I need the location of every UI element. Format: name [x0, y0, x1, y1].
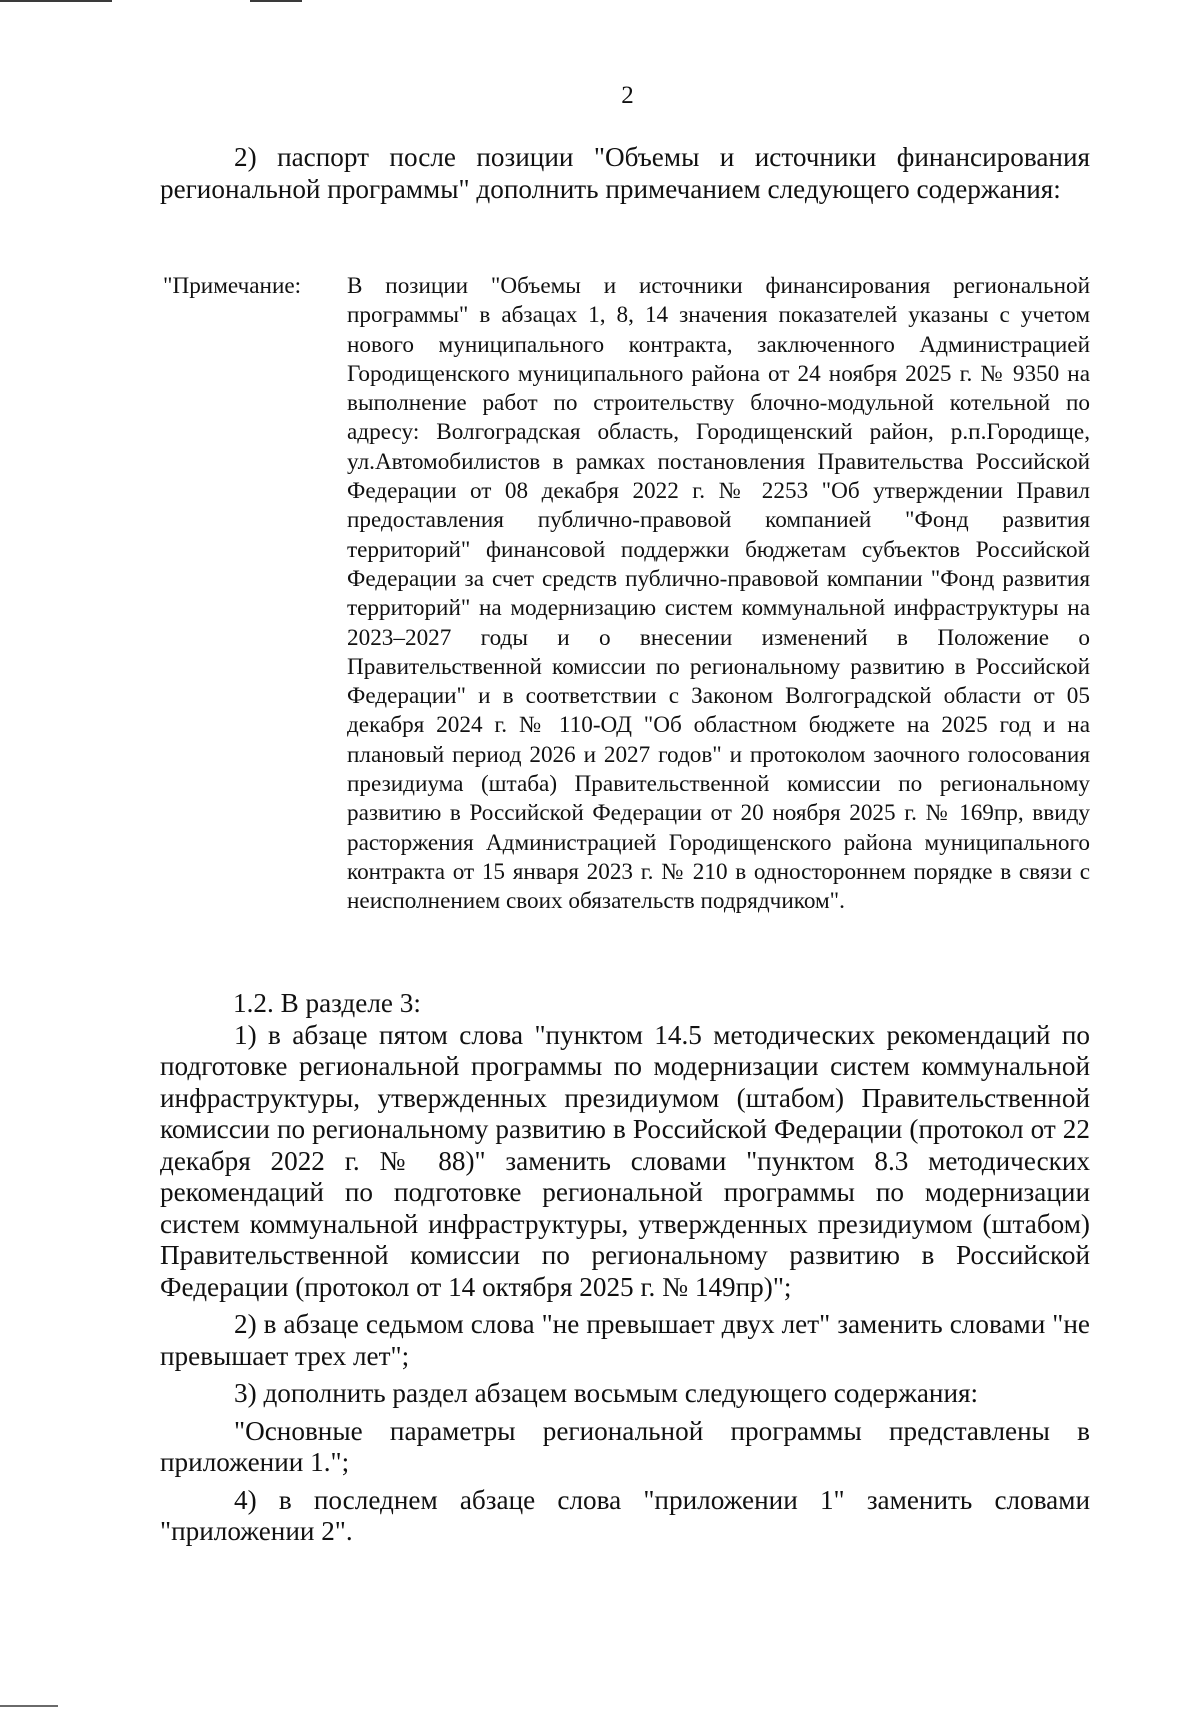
scan-edge-mark-left: [0, 0, 112, 2]
section-3-item-2: 2) в абзаце седьмом слова "не превышает двух лет" заменить словами "не превышает трех лет";: [160, 1309, 1090, 1371]
scan-edge-mark-bottom: [0, 1705, 58, 1707]
section-3-item-3: 3) дополнить раздел абзацем восьмым следующего содержания:: [234, 1378, 979, 1408]
note-text: В позиции "Объемы и источники финансирования региональной программы" в абзацах 1, 8, 14 значения показателей указаны с учетом нового муниципального контракта, заключенного Администрацией Городищенского муниципального района от 24 ноября 2025 г. № 9350 на выполнение работ по строительству блочно-модульной котельной по адресу: Волгоградская область, Городищенский район, р.п.Городище, ул.Автомобилистов в рамках постановления Правительства Российской Федерации от 08 декабря 2022 г. № 2253 "Об утверждении Правил предоставления публично-правовой компанией "Фонд развития территорий" финансовой поддержки бюджетам субъектов Российской Федерации за счет средств публично-правовой компании "Фонд развития территорий" на модернизацию систем коммунальной инфраструктуры на 2023–2027 годы и о внесении изменений в Положение о Правительственной комиссии по региональному развитию в Российской Федерации" и в соответствии с Законом Волгоградской области от 05 декабря 2024 г. № 110-ОД "Об областном бюджете на 2025 год и на плановый период 2026 и 2027 годов" и протоколом заочного голосования президиума (штаба) Правительственной комиссии по региональному развитию в Российской Федерации от 20 ноября 2025 г. № 169пр, ввиду расторжения Администрацией Городищенского района муниципального контракта от 15 января 2023 г. № 210 в одностороннем порядке в связи с неисполнением своих обязательств подрядчиком".: [347, 273, 1090, 915]
note-label: "Примечание:: [163, 273, 302, 299]
section-3-item-5: 4) в последнем абзаце слова "приложении 1" заменить словами "приложении 2".: [160, 1484, 1090, 1546]
section-3-item-1: 1) в абзаце пятом слова "пунктом 14.5 методических рекомендаций по подготовке региональной программы по модернизации систем коммунальной инфраструктуры, утвержденных президиумом (штабом) Правительственной комиссии по региональному развитию в Российской Федерации (протокол от 22 декабря 2022 г. № 88)" заменить словами "пунктом 8.3 методических рекомендаций по подготовке региональной программы по модернизации систем коммунальной инфраструктуры, утвержденных президиумом (штабом) Правительственной комиссии по региональному развитию в Российской Федерации (протокол от 14 октября 2025 г. № 149пр)";: [160, 1019, 1090, 1302]
paragraph-passport: [160, 142, 1090, 205]
section-3-title: 1.2. В разделе 3:: [233, 988, 421, 1018]
page-number: 2: [621, 82, 634, 109]
section-3-item-4: "Основные параметры региональной программы представлены в приложении 1.";: [160, 1415, 1090, 1477]
section-3-changes: [160, 988, 1090, 1548]
paragraph-passport-text: 2) паспорт после позиции "Объемы и источники финансирования региональной программы" дополнить примечанием следующего содержания:: [160, 142, 1090, 204]
scan-edge-mark-center: [250, 0, 302, 2]
